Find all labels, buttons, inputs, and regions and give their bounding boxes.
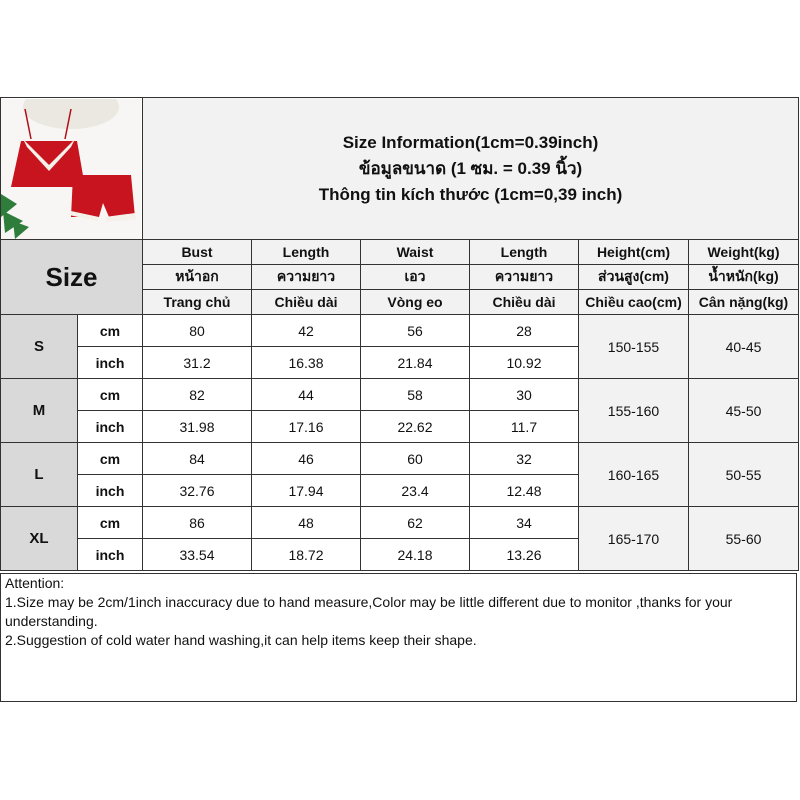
height-range-l: 160-165 (579, 443, 689, 507)
table-cell: 58 (361, 379, 470, 411)
table-cell: 23.4 (361, 475, 470, 507)
table-cell: 12.48 (470, 475, 579, 507)
table-cell: 32 (470, 443, 579, 475)
size-info-vi: Thông tin kích thước (1cm=0,39 inch) (318, 184, 623, 204)
col-weight-en: Weight(kg) (689, 240, 799, 265)
unit-cm: cm (78, 379, 143, 411)
unit-cm: cm (78, 507, 143, 539)
size-label-xl: XL (1, 507, 78, 571)
table-cell: 11.7 (470, 411, 579, 443)
table-cell: 28 (470, 315, 579, 347)
table-cell: 56 (361, 315, 470, 347)
size-row-xl-cm (1, 507, 799, 539)
table-cell: 31.98 (143, 411, 252, 443)
col-weight-vi: Cân nặng(kg) (689, 290, 799, 315)
size-column-title: Size (1, 240, 143, 315)
attention-line-1: 1.Size may be 2cm/1inch inaccuracy due to hand measure,Color may be little different due to monitor ,thanks for your understanding. (5, 594, 733, 629)
unit-cm: cm (78, 315, 143, 347)
weight-range-xl: 55-60 (689, 507, 799, 571)
pajama-set-illustration (1, 99, 141, 239)
table-cell: 30 (470, 379, 579, 411)
unit-cm: cm (78, 443, 143, 475)
col-length-th: ความยาว (252, 265, 361, 290)
col-length-vi: Chiều dài (252, 290, 361, 315)
size-label-m: M (1, 379, 78, 443)
col-height-vi: Chiều cao(cm) (579, 290, 689, 315)
height-range-xl: 165-170 (579, 507, 689, 571)
unit-inch: inch (78, 475, 143, 507)
table-cell: 33.54 (143, 539, 252, 571)
table-cell: 10.92 (470, 347, 579, 379)
table-cell: 82 (143, 379, 252, 411)
attention-note (0, 573, 797, 702)
col-weight-th: น้ำหนัก(kg) (689, 265, 799, 290)
col-bust-vi: Trang chủ (143, 290, 252, 315)
table-cell: 62 (361, 507, 470, 539)
col-bust-th: หน้าอก (143, 265, 252, 290)
col-waist-en: Waist (361, 240, 470, 265)
table-cell: 32.76 (143, 475, 252, 507)
size-info-en: Size Information(1cm=0.39inch) (342, 132, 599, 152)
size-table (0, 97, 799, 571)
size-info-header (143, 98, 799, 240)
table-cell: 18.72 (252, 539, 361, 571)
weight-range-m: 45-50 (689, 379, 799, 443)
product-photo-cell (1, 98, 143, 240)
product-photo (1, 99, 141, 239)
col-length2-en: Length (470, 240, 579, 265)
table-cell: 13.26 (470, 539, 579, 571)
size-row-s-cm (1, 315, 799, 347)
table-cell: 42 (252, 315, 361, 347)
unit-inch: inch (78, 347, 143, 379)
size-row-m-cm (1, 379, 799, 411)
size-chart (0, 97, 799, 703)
col-height-en: Height(cm) (579, 240, 689, 265)
size-label-l: L (1, 443, 78, 507)
size-row-l-cm (1, 443, 799, 475)
table-cell: 16.38 (252, 347, 361, 379)
table-cell: 44 (252, 379, 361, 411)
table-cell: 17.94 (252, 475, 361, 507)
size-info-th: ข้อมูลขนาด (1 ซม. = 0.39 นิ้ว) (358, 158, 583, 178)
size-label-s: S (1, 315, 78, 379)
table-cell: 24.18 (361, 539, 470, 571)
col-length2-vi: Chiều dài (470, 290, 579, 315)
table-cell: 17.16 (252, 411, 361, 443)
col-waist-th: เอว (361, 265, 470, 290)
attention-line-2: 2.Suggestion of cold water hand washing,it can help items keep their shape. (5, 632, 477, 648)
table-cell: 60 (361, 443, 470, 475)
attention-title: Attention: (5, 575, 65, 591)
unit-inch: inch (78, 411, 143, 443)
table-cell: 48 (252, 507, 361, 539)
unit-inch: inch (78, 539, 143, 571)
weight-range-s: 40-45 (689, 315, 799, 379)
table-cell: 34 (470, 507, 579, 539)
weight-range-l: 50-55 (689, 443, 799, 507)
col-height-th: ส่วนสูง(cm) (579, 265, 689, 290)
table-cell: 22.62 (361, 411, 470, 443)
col-length2-th: ความยาว (470, 265, 579, 290)
table-cell: 84 (143, 443, 252, 475)
table-cell: 21.84 (361, 347, 470, 379)
table-cell: 46 (252, 443, 361, 475)
table-cell: 86 (143, 507, 252, 539)
height-range-s: 150-155 (579, 315, 689, 379)
col-bust-en: Bust (143, 240, 252, 265)
table-cell: 80 (143, 315, 252, 347)
col-waist-vi: Vòng eo (361, 290, 470, 315)
height-range-m: 155-160 (579, 379, 689, 443)
table-cell: 31.2 (143, 347, 252, 379)
col-length-en: Length (252, 240, 361, 265)
